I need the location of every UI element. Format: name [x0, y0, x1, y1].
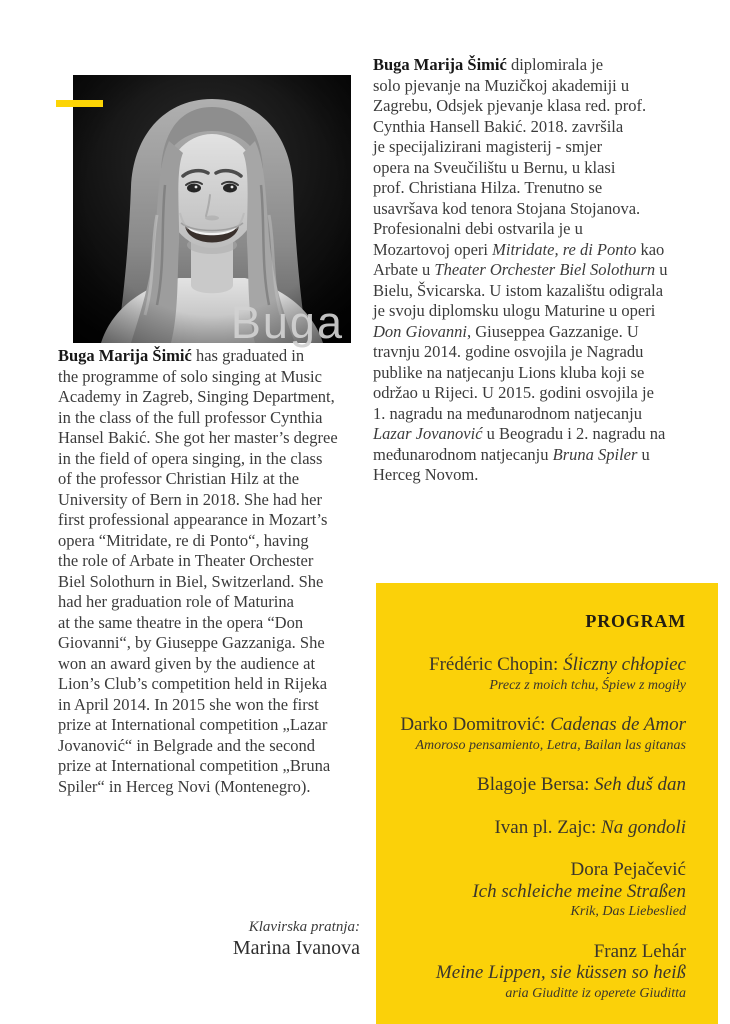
accompanist-name: Marina Ivanova [232, 937, 360, 959]
program-item-title: Frédéric Chopin: Śliczny chłopiec [429, 654, 686, 675]
program-item-subtitle: Krik, Das Liebeslied [570, 904, 686, 919]
program-item-subtitle: Amoroso pensamiento, Letra, Bailan las gitanas [415, 737, 686, 753]
program-box [376, 583, 718, 1024]
bio-english-text: Buga Marija Šimić has graduated in the programme of solo singing at Music Academy in Zagreb, Singing Department, in the class of the full professor Cynthia Hansel Bakić. She got her master’s degree in the field of opera singing, in the class of the professor Christian Hilz at the University of Bern in 2018. She had her first professional appearance in Mozart’s opera “Mitridate, re di Ponto“, having the role of Arbate in Theater Orchester Biel Solothurn in Biel, Switzerland. She had her graduation role of Maturina at the same theatre in the opera “Don Giovanni“, by Giuseppe Gazzaniga. She won an award given by the audience at Lion’s Club’s competition held in Rijeka in April 2014. In 2015 she won the first prize at International competition „Lazar Jovanović“ in Belgrade and the second prize at International competition „Bruna Spiler“ in Herceg Novi (Montenegro). [58, 346, 338, 796]
photo-caption: Buga [230, 297, 344, 348]
portrait-photo [73, 75, 351, 348]
program-items [386, 654, 686, 1001]
program-heading: PROGRAM [585, 611, 686, 631]
program-item-title: Blagoje Bersa: Seh duš dan [477, 774, 686, 795]
accompanist-label: Klavirska pratnja: [248, 919, 360, 935]
program-item-title: Ivan pl. Zajc: Na gondoli [494, 816, 686, 838]
program-item-subtitle: Precz z moich tchu, Śpiew z mogiły [489, 677, 686, 693]
program-item-subtitle: aria Giuditte iz operete Giuditta [505, 985, 686, 1001]
accompanist-credit [58, 918, 360, 960]
program-item [386, 774, 686, 796]
program-item [386, 714, 686, 753]
program-item [386, 817, 686, 839]
program-item-title: Dora Pejačević Ich schleiche meine Straßen [472, 859, 686, 902]
bio-croatian-text: Buga Marija Šimić diplomirala je solo pjevanje na Muzičkoj akademiji u Zagrebu, Odsjek pjevanje klasa red. prof. Cynthia Hansell Bakić. 2018. završila je specijalizirani magisterij - smjer opera na Sveučilištu u Bernu, u klasi prof. Christiana Hilza. Trenutno se usavršava kod tenora Stojana Stojanova. Profesionalni debi ostvarila je u Mozartovoj operi Mitridate, re di Ponto kao Arbate u Theater Orchester Biel Solothurn u Bielu, Švicarska. U istom kazalištu odigrala je svoju diplomsku ulogu Maturine u operi Don Giovanni, Giuseppea Gazzanige. U travnju 2014. godine osvojila je Nagradu publike na natjecanju Lions kluba koji se održao u Rijeci. U 2015. godini osvojila je 1. nagradu na međunarodnom natjecanju Lazar Jovanović u Beogradu i 2. nagradu na međunarodnom natjecanju Bruna Spiler u Herceg Novom. [373, 55, 668, 484]
program-item-title: Franz Lehár Meine Lippen, sie küssen so heiß [435, 940, 686, 983]
program-item [386, 941, 686, 1002]
program-item [386, 654, 686, 693]
program-item-title: Darko Domitrović: Cadenas de Amor [400, 714, 686, 735]
program-item [386, 859, 686, 920]
accent-dash [56, 100, 103, 107]
